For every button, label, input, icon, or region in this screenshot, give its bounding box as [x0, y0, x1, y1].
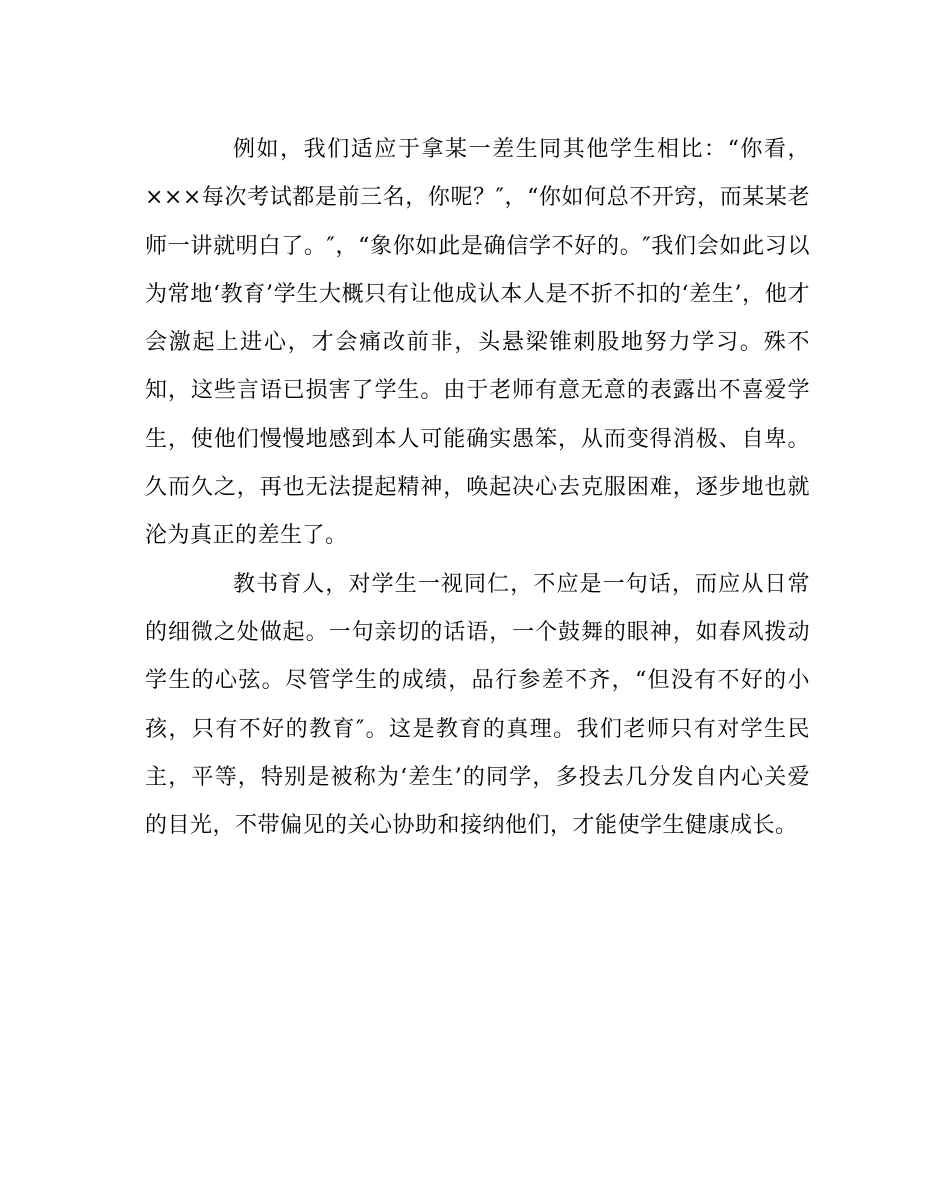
document-body [145, 126, 810, 850]
paragraph-2: 教书育人，对学生一视同仁，不应是一句话，而应从日常的细微之处做起。一句亲切的话语，一个鼓舞的眼神，如春风拨动学生的心弦。尽管学生的成绩，品行参差不齐，“但没有不好的小孩，只有不好的教育″。这是教育的真理。我们老师只有对学生民主，平等，特别是被称为‘差生’的同学，多投去几分发自内心关爱的目光，不带偏见的关心协助和接纳他们，才能使学生健康成长。 [145, 571, 810, 839]
paragraph-1: 例如，我们适应于拿某一差生同其他学生相比：“你看，×××每次考试都是前三名，你呢？″，“你如何总不开窍，而某某老师一讲就明白了。″，“象你如此是确信学不好的。″我们会如此习以为常地‘教育’学生大概只有让他成认本人是不折不扣的‘差生’，他才会激起上进心，才会痛改前非，头悬梁锥刺股地努力学习。殊不知，这些言语已损害了学生。由于老师有意无意的表露出不喜爱学生，使他们慢慢地感到本人可能确实愚笨，从而变得消极、自卑。久而久之，再也无法提起精神，唤起决心去克服困难，逐步地也就沦为真正的差生了。 [145, 137, 810, 549]
